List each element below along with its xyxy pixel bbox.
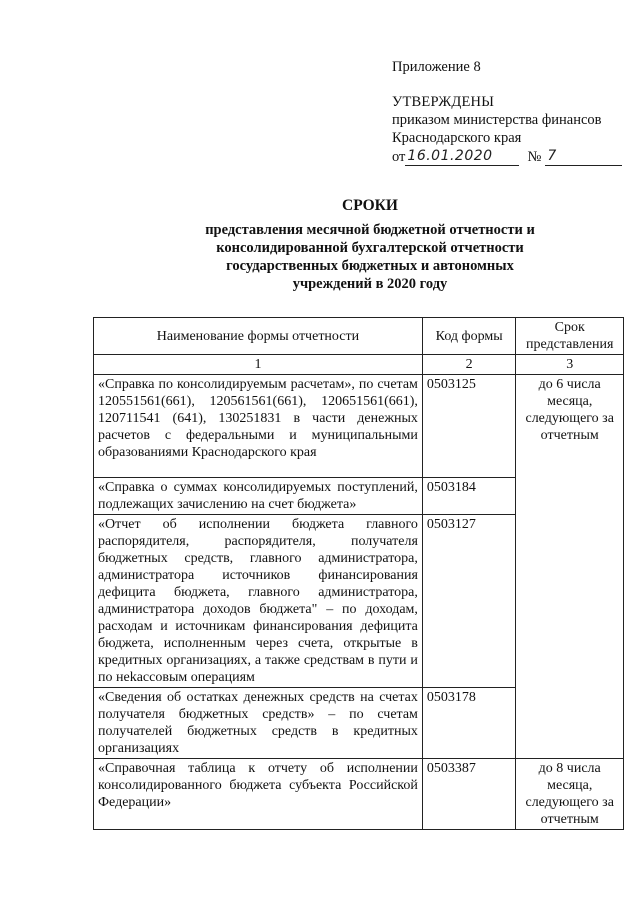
form-name-cell: «Отчет об исполнении бюджета главного распорядителя, распорядителя, получателя бюджетных средств, главного администратора, администратора источников финансирования дефицита бюджета, главного администратора, администратора доходов бюджета" – по доходам, расходам и источникам финансирования дефицита бюджета, исполненным через счета, открытые в кредитных организациях, а также средствам в пути и по неkассовым операциям	[94, 515, 423, 688]
terms-table	[93, 317, 624, 830]
date-field	[405, 147, 519, 166]
approval-line-2: Краснодарского края	[392, 130, 522, 146]
form-name-cell: «Справка о суммах консолидируемых поступлений, подлежащих зачислению на счет бюджета»	[94, 478, 423, 515]
subtitle-line: государственных бюджетных и автономных	[226, 258, 514, 274]
appendix-label: Приложение 8	[392, 59, 481, 75]
column-number: 1	[94, 355, 423, 375]
header-form-code: Код формы	[422, 318, 516, 355]
table-row	[94, 375, 624, 478]
date-number-line	[392, 147, 622, 166]
document-title	[90, 197, 640, 293]
approval-block	[392, 58, 622, 166]
approved-heading: УТВЕРЖДЕНЫ	[392, 94, 495, 110]
form-code-cell: 0503125	[422, 375, 516, 478]
table-header-row	[94, 318, 624, 355]
header-deadline: Срок представления	[516, 318, 624, 355]
form-name-cell: «Сведения об остатках денежных средств на счетах получателя бюджетных средств» – по счетам получателей бюджетных средств в кредитных организациях	[94, 688, 423, 759]
deadline-cell: до 8 числа месяца, следующего за отчетным	[516, 759, 624, 830]
form-name-cell: «Справочная таблица к отчету об исполнении консолидированного бюджета субъекта Российской Федерации»	[94, 759, 423, 830]
column-number-row	[94, 355, 624, 375]
subtitle-line: представления месячной бюджетной отчетности и	[205, 222, 535, 238]
number-prefix: №	[527, 149, 542, 165]
form-code-cell: 0503127	[422, 515, 516, 688]
column-number: 3	[516, 355, 624, 375]
handwritten-number: 7	[547, 148, 557, 164]
table-row	[94, 759, 624, 830]
form-code-cell: 0503387	[422, 759, 516, 830]
date-prefix: от	[392, 149, 406, 165]
form-name-cell: «Справка по консолидируемым расчетам», по счетам 120551561(661), 120561561(661), 120651561(661), 120711541 (641), 130251831 в части денежных расчетов с федеральными и муниципальными образованиями Краснодарского края	[94, 375, 423, 478]
form-code-cell: 0503184	[422, 478, 516, 515]
number-field	[545, 147, 622, 166]
handwritten-date: 16.01.2020	[407, 148, 493, 164]
column-number: 2	[422, 355, 516, 375]
approval-line-1: приказом министерства финансов	[392, 112, 602, 128]
subtitle-line: консолидированной бухгалтерской отчетности	[216, 240, 524, 256]
form-code-cell: 0503178	[422, 688, 516, 759]
header-form-name: Наименование формы отчетности	[94, 318, 423, 355]
deadline-cell: до 6 числа месяца, следующего за отчетным	[516, 375, 624, 759]
subtitle-line: учреждений в 2020 году	[292, 276, 448, 292]
title-main: СРОКИ	[342, 197, 398, 214]
